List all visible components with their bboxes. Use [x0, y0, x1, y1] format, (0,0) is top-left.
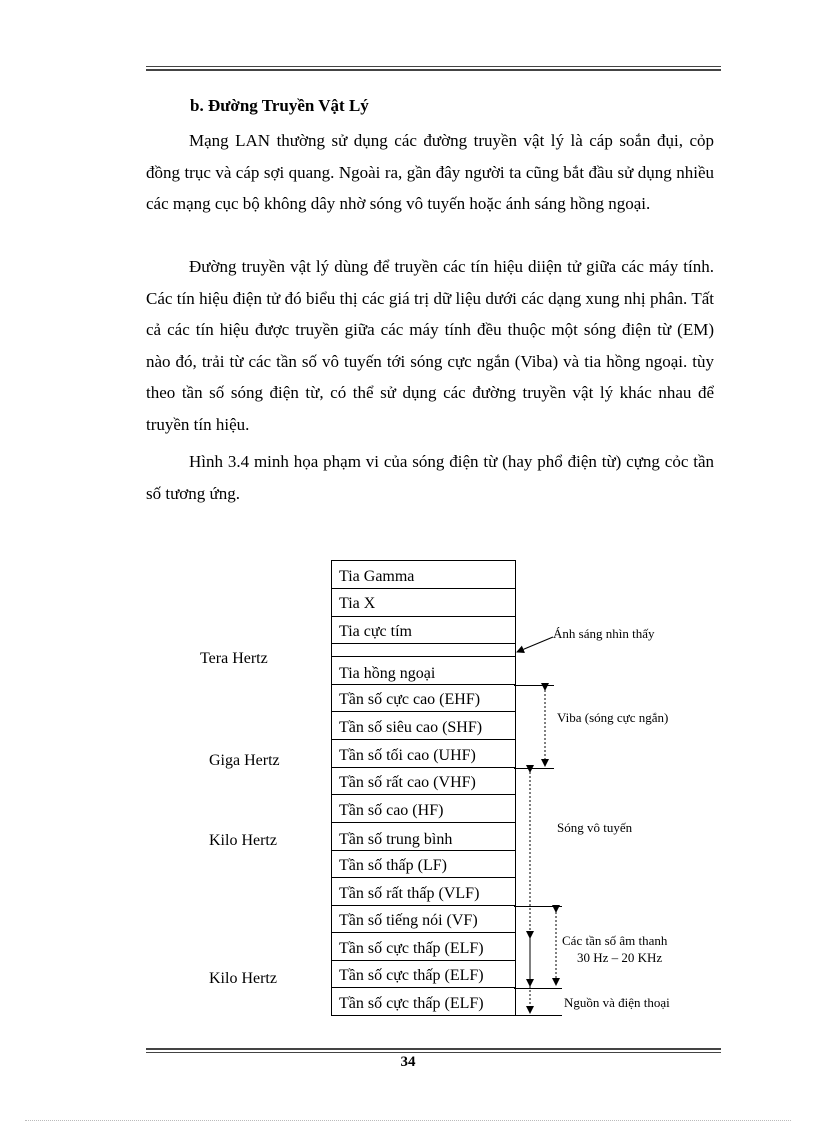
note-radio: Sóng vô tuyến: [557, 820, 633, 835]
spectrum-row: Tần số rất cao (VHF): [332, 768, 515, 795]
paragraph-3: Hình 3.4 minh họa phạm vi của sóng điện từ (hay phổ điện từ) cựng cỏc tần số tương ứng.: [146, 452, 714, 503]
spectrum-row: Tần số rất thấp (VLF): [332, 878, 515, 906]
note-power: Nguồn và điện thoại: [564, 995, 670, 1010]
note-viba: Viba (sóng cực ngắn): [557, 710, 669, 725]
spectrum-row: Tia cực tím: [332, 617, 515, 644]
spectrum-row: Tần số cực thấp (ELF): [332, 988, 515, 1016]
spectrum-table: [331, 560, 516, 1016]
spectrum-row: Tần số cao (HF): [332, 795, 515, 823]
ext-line: [514, 768, 554, 769]
spectrum-row: Tần số siêu cao (SHF): [332, 712, 515, 740]
spectrum-row: Tần số thấp (LF): [332, 851, 515, 878]
ext-line: [514, 685, 554, 686]
paragraph-1: Mạng LAN thường sử dụng các đường truyền vật lý là cáp soắn đụi, cỏp đồng trục và cáp sợi quang. Ngoài ra, gần đây người ta cũng bắt đầu sử dụng nhiều các mạng cục bộ không dây nhờ sóng vô tuyến hoặc ánh sáng hồng ngoại.: [146, 131, 714, 213]
spectrum-row: Tần số cực cao (EHF): [332, 685, 515, 712]
spectrum-row: Tần số tiếng nói (VF): [332, 906, 515, 933]
spectrum-row: Tần số trung bình: [332, 823, 515, 851]
ext-line: [514, 988, 562, 989]
label-kilo-hertz: Kilo Hertz: [209, 970, 277, 987]
note-visible-light: Ánh sáng nhìn thấy: [553, 626, 655, 641]
ext-line: [514, 906, 562, 907]
spectrum-row: Tia hồng ngoại: [332, 657, 515, 685]
note-audio: Các tần số âm thanh: [562, 933, 668, 948]
note-audio-range: 30 Hz – 20 KHz: [577, 950, 663, 965]
page-edge: [25, 1120, 791, 1121]
section-heading: b. Đường Truyền Vật Lý: [190, 96, 369, 115]
visible-light-arrow: [517, 637, 553, 652]
label-tera-hertz: Tera Hertz: [200, 650, 268, 667]
spectrum-row: Tia Gamma: [332, 562, 515, 589]
top-rule: [146, 66, 721, 67]
paragraph-2: Đường truyền vật lý dùng để truyền các tín hiệu diiện tử giữa các máy tính. Các tín hiệu điện tử đó biểu thị các giá trị dữ liệu dưới các dạng xung nhị phân. Tất cả các tín hiệu được truyền giữa các máy tính đều thuộc một sóng điện từ (EM) nào đó, trải từ các tần số vô tuyến tới sóng cực ngắn (Viba) và tia hồng ngoại. tùy theo tần số sóng điện từ, có thể sử dụng các đường truyền vật lý khác nhau để truyền tín hiệu.: [146, 257, 714, 434]
spectrum-row: Tần số cực thấp (ELF): [332, 961, 515, 988]
bottom-rule-thick: [146, 1048, 721, 1050]
bottom-rule: [146, 1052, 721, 1053]
spectrum-row: Tần số tối cao (UHF): [332, 740, 515, 768]
spectrum-row-visible-light: [332, 644, 515, 657]
spectrum-row: Tia X: [332, 589, 515, 617]
label-kilo-hertz: Kilo Hertz: [209, 832, 277, 849]
page-number: 34: [400, 1054, 416, 1070]
label-giga-hertz: Giga Hertz: [209, 752, 280, 769]
spectrum-row: Tần số cực thấp (ELF): [332, 933, 515, 961]
ext-line: [514, 1015, 562, 1016]
top-rule-thick: [146, 69, 721, 71]
